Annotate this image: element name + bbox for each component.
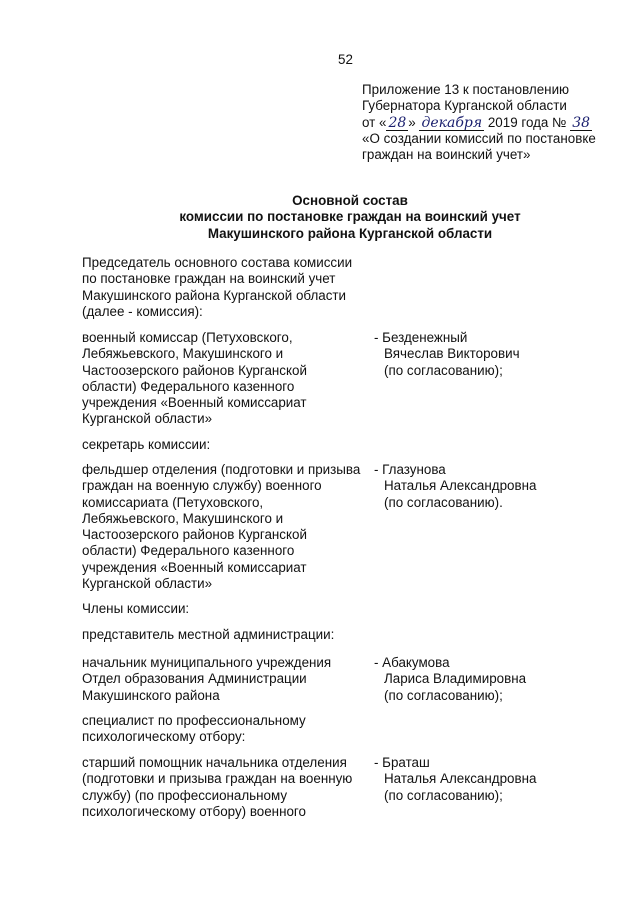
psych-person: - Браташ Наталья Александровна (по согласованию);: [374, 755, 537, 803]
chairman-role: военный комиссар (Петуховского, Лебяжьевского, Макушинского и Частоозерского районов Курганской области) Федерального казенного учреждения «Военный комиссариат Курганской области»: [82, 330, 307, 427]
secretary-role: фельдшер отделения (подготовки и призыва граждан на военную службу) военного комиссариата (Петуховского, Лебяжьевского, Макушинского и Частоозерского районов Курганской области) Федерального казенного учреждения «Военный комиссариат Курганской области»: [82, 462, 361, 592]
chairman-person: - Безденежный Вячеслав Викторович (по согласованию);: [374, 330, 520, 378]
local-admin-heading: представитель местной администрации:: [82, 627, 335, 642]
handwritten-day: 28: [388, 114, 407, 131]
secretary-heading: секретарь комиссии:: [82, 437, 211, 452]
document-title: Основной состав комиссии по постановке граждан на воинский учет Макушинского района Курганской области: [179, 193, 521, 241]
psych-heading: специалист по профессиональному психологическому отбору:: [82, 713, 306, 745]
chairman-heading: Председатель основного состава комиссии по постановке граждан на воинский учет Макушинского района Курганской области (далее - комиссия):: [82, 255, 353, 319]
handwritten-month: декабря: [421, 114, 483, 131]
handwritten-number: 38: [572, 114, 591, 131]
local-admin-role: начальник муниципального учреждения Отдел образования Администрации Макушинского района: [82, 655, 332, 703]
members-heading: Члены комиссии:: [82, 601, 190, 616]
page-number: 52: [338, 52, 353, 67]
appendix-line-1: Приложение 13 к постановлению: [362, 82, 570, 97]
psych-role: старший помощник начальника отделения (подготовки и призыва граждан на военную службу) (по профессиональному психологическому отбору) военного: [82, 755, 353, 819]
appendix-header: [362, 82, 632, 163]
local-admin-person: - Абакумова Лариса Владимировна (по согласованию);: [374, 655, 527, 703]
appendix-line-2: Губернатора Курганской области: [362, 98, 567, 114]
appendix-line-4: «О создании комиссий по постановке: [362, 130, 596, 146]
secretary-person: - Глазунова Наталья Александровна (по согласованию).: [374, 462, 537, 510]
appendix-date-line: от « 28 » декабря 2019 года № 38: [362, 114, 591, 131]
appendix-line-5: граждан на воинский учет»: [362, 147, 531, 163]
